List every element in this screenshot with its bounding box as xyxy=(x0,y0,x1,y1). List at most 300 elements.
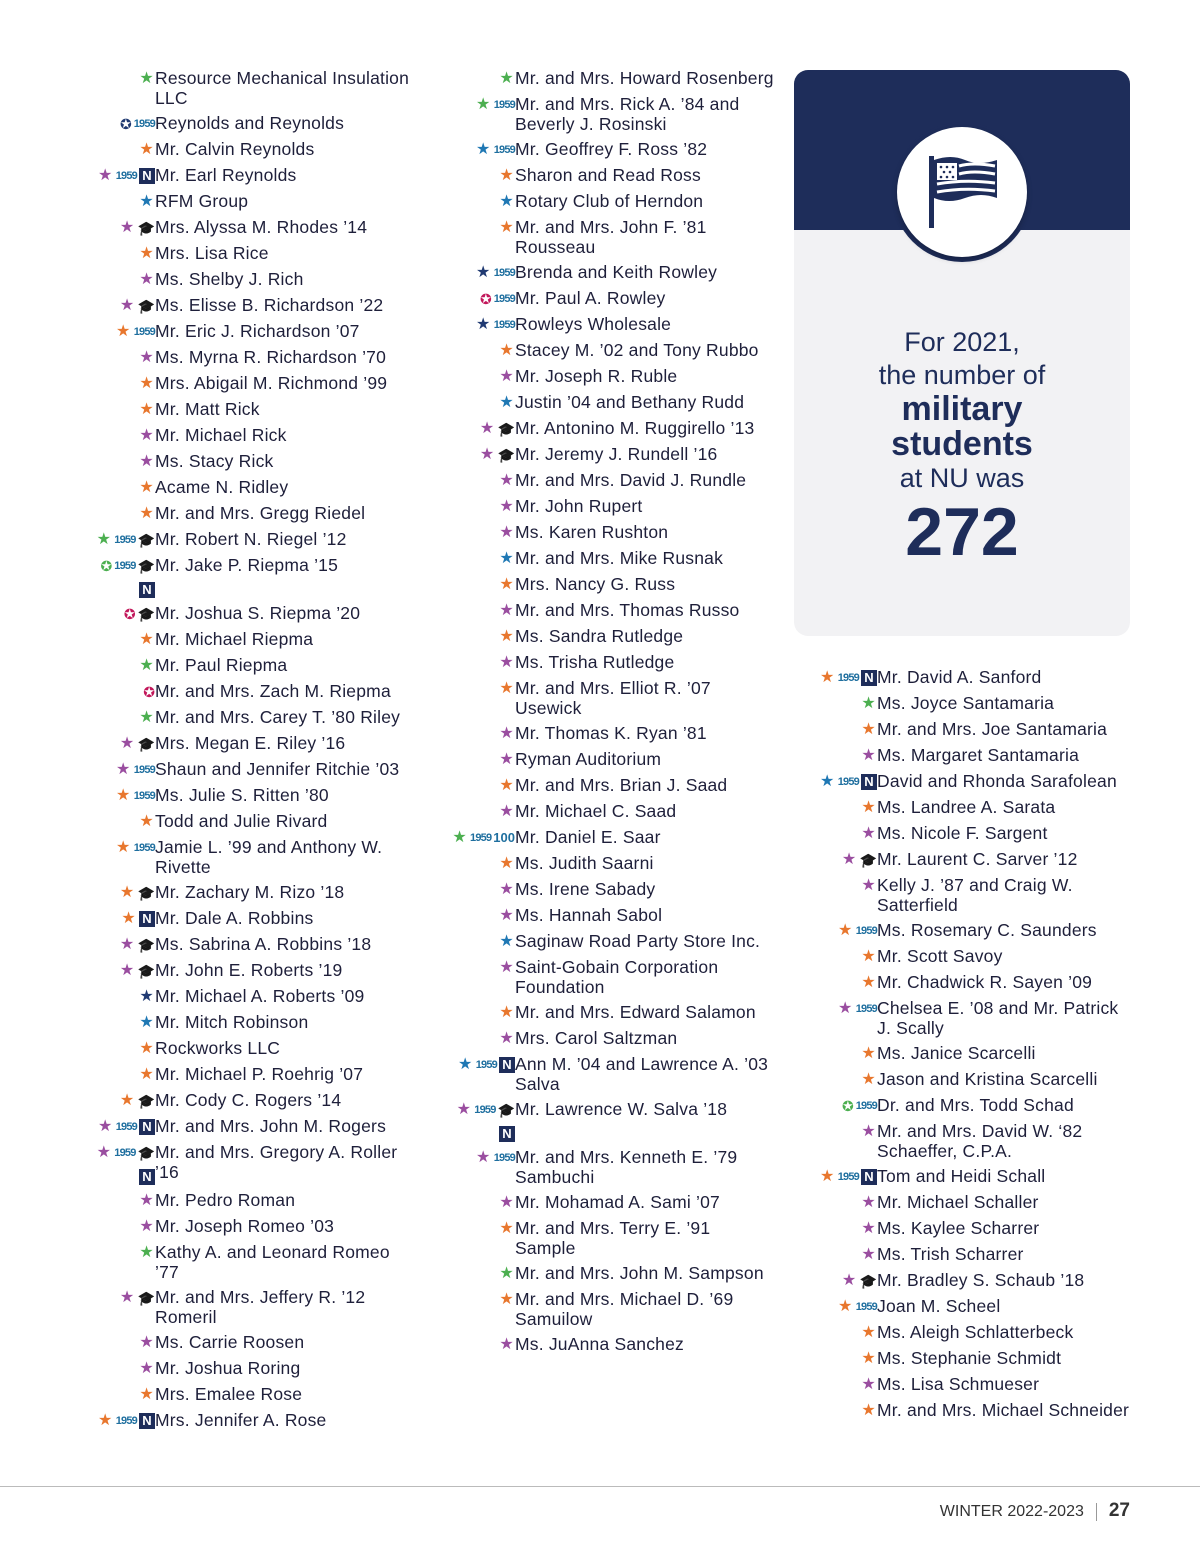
recognition-icons xyxy=(400,1147,515,1168)
recognition-icons xyxy=(400,801,515,822)
donor-entry xyxy=(40,191,415,212)
society-1959-icon: 1959 xyxy=(133,764,155,776)
orange-star-icon: ★ xyxy=(499,342,514,359)
purple-star-icon: ★ xyxy=(861,1220,876,1237)
donor-name: Mr. and Mrs. Thomas Russo xyxy=(515,600,740,620)
recognition-icons xyxy=(40,882,155,903)
donor-name: Mr. and Mrs. Kenneth E. ’79 Sambuchi xyxy=(515,1147,738,1187)
purple-star-icon: ★ xyxy=(476,1149,491,1166)
donor-entry xyxy=(40,1116,415,1137)
donor-name: Ms. Stacy Rick xyxy=(155,451,274,471)
recognition-icons xyxy=(400,1192,515,1213)
donor-name: Mr. Mohamad A. Sami ’07 xyxy=(515,1192,720,1212)
recognition-icons xyxy=(40,1190,155,1211)
purple-star-icon: ★ xyxy=(119,1289,135,1306)
donor-name: Kathy A. and Leonard Romeo ’77 xyxy=(155,1242,390,1282)
donor-entry xyxy=(762,972,1137,993)
donor-entry xyxy=(40,139,415,160)
green-star-icon: ★ xyxy=(139,1244,154,1261)
donor-name: Ryman Auditorium xyxy=(515,749,662,769)
graduation-cap-icon: 🎓 xyxy=(137,1145,155,1161)
recognition-icons xyxy=(40,529,155,550)
donor-name: Ms. Margaret Santamaria xyxy=(877,745,1080,765)
orange-star-icon: ★ xyxy=(838,1298,853,1315)
donor-entry xyxy=(40,1064,415,1085)
page-number: 27 xyxy=(1108,1500,1130,1521)
donor-name: Ms. Landree A. Sarata xyxy=(877,797,1056,817)
society-1959-icon: 1959 xyxy=(133,842,155,854)
donor-entry xyxy=(762,797,1137,818)
donor-entry xyxy=(762,719,1137,740)
donor-entry xyxy=(400,418,775,439)
recognition-icons xyxy=(762,1121,877,1142)
purple-star-icon: ★ xyxy=(139,271,154,288)
donor-entry xyxy=(40,347,415,368)
donor-entry xyxy=(400,522,775,543)
donor-entry xyxy=(400,723,775,744)
donor-entry xyxy=(762,1322,1137,1343)
donor-entry xyxy=(40,1332,415,1353)
green-circle-star-icon: ✪ xyxy=(841,1098,854,1114)
recognition-icons xyxy=(400,626,515,647)
donor-entry xyxy=(40,1090,415,1111)
recognition-icons xyxy=(40,1142,155,1185)
donor-entry xyxy=(40,399,415,420)
donor-name: Dr. and Mrs. Todd Schad xyxy=(877,1095,1074,1115)
purple-star-icon: ★ xyxy=(861,877,876,894)
recognition-icons xyxy=(400,366,515,387)
donor-entry xyxy=(40,425,415,446)
donor-entry xyxy=(40,503,415,524)
recognition-icons xyxy=(400,957,515,978)
purple-star-icon: ★ xyxy=(119,962,135,979)
donor-entry xyxy=(400,392,775,413)
donor-name: Ms. Janice Scarcelli xyxy=(877,1043,1036,1063)
donor-entry xyxy=(400,217,775,257)
donor-name: Brenda and Keith Rowley xyxy=(515,262,718,282)
recognition-icons xyxy=(40,759,155,780)
society-1959-icon: 1959 xyxy=(493,144,515,156)
recognition-icons xyxy=(40,347,155,368)
orange-star-icon: ★ xyxy=(861,799,876,816)
donor-entry xyxy=(40,934,415,955)
donor-entry xyxy=(40,733,415,754)
donor-name: Mr. Paul Riepma xyxy=(155,655,288,675)
donor-entry xyxy=(40,269,415,290)
footer-divider xyxy=(0,1486,1200,1487)
flag-badge xyxy=(897,127,1027,257)
recognition-icons xyxy=(40,1116,155,1137)
donor-entry xyxy=(400,288,775,309)
recognition-icons xyxy=(762,875,877,896)
donor-entry xyxy=(40,908,415,929)
nu-logo-icon: N xyxy=(139,1413,155,1429)
recognition-icons xyxy=(762,920,877,941)
recognition-icons xyxy=(400,1099,515,1142)
recognition-icons xyxy=(40,1216,155,1237)
donor-name: Mrs. Abigail M. Richmond ’99 xyxy=(155,373,388,393)
military-students-callout xyxy=(794,70,1130,636)
donor-entry xyxy=(400,1002,775,1023)
orange-star-icon: ★ xyxy=(139,505,154,522)
donor-name: Mr. John E. Roberts ’19 xyxy=(155,960,343,980)
recognition-icons xyxy=(40,655,155,676)
orange-star-icon: ★ xyxy=(139,631,154,648)
purple-star-icon: ★ xyxy=(499,881,514,898)
recognition-icons xyxy=(400,68,515,89)
recognition-icons xyxy=(400,522,515,543)
donor-entry xyxy=(762,1192,1137,1213)
recognition-icons xyxy=(40,113,155,134)
donor-name: Ms. JuAnna Sanchez xyxy=(515,1334,684,1354)
recognition-icons xyxy=(762,1166,877,1187)
recognition-icons xyxy=(762,849,877,870)
donor-name: Mr. David A. Sanford xyxy=(877,667,1042,687)
orange-star-icon: ★ xyxy=(139,813,154,830)
recognition-icons xyxy=(40,451,155,472)
donor-name: Mr. and Mrs. Terry E. ’91 Sample xyxy=(515,1218,711,1258)
society-1959-icon: 1959 xyxy=(855,1003,877,1015)
callout-number: 272 xyxy=(905,494,1019,570)
donor-entry xyxy=(400,1218,775,1258)
recognition-icons xyxy=(40,295,155,316)
society-1959-icon: 1959 xyxy=(837,1171,859,1183)
navy-star-icon: ★ xyxy=(476,316,491,333)
recognition-icons xyxy=(762,946,877,967)
donor-name: RFM Group xyxy=(155,191,249,211)
donor-name: Mrs. Lisa Rice xyxy=(155,243,269,263)
donor-name: Mrs. Jennifer A. Rose xyxy=(155,1410,327,1430)
callout-text xyxy=(794,326,1130,569)
donor-name: Mr. and Mrs. Michael D. ’69 Samuilow xyxy=(515,1289,734,1329)
purple-star-icon: ★ xyxy=(861,1194,876,1211)
callout-bold1: military xyxy=(901,390,1023,428)
orange-star-icon: ★ xyxy=(861,1045,876,1062)
donor-name: Mr. and Mrs. John M. Sampson xyxy=(515,1263,764,1283)
recognition-icons xyxy=(762,1270,877,1291)
club-100-icon: 100 xyxy=(493,830,515,845)
donor-entry xyxy=(400,1147,775,1187)
donor-name: Mrs. Megan E. Riley ’16 xyxy=(155,733,346,753)
donor-name: Mr. and Mrs. Jeffery R. ’12 Romeril xyxy=(155,1287,366,1327)
green-star-icon: ★ xyxy=(452,829,467,846)
society-1959-icon: 1959 xyxy=(133,118,155,130)
recognition-icons xyxy=(400,1054,515,1075)
nu-logo-icon: N xyxy=(139,1169,155,1185)
donor-entry xyxy=(762,771,1137,792)
donor-name: Mr. and Mrs. Mike Rusnak xyxy=(515,548,724,568)
donor-entry xyxy=(40,681,415,702)
graduation-cap-icon: 🎓 xyxy=(137,558,155,574)
donor-entry xyxy=(400,626,775,647)
graduation-cap-icon: 🎓 xyxy=(137,606,155,622)
donor-name: Ms. Trisha Rutledge xyxy=(515,652,675,672)
donor-name: Saint-Gobain Corporation Foundation xyxy=(515,957,719,997)
orange-star-icon: ★ xyxy=(861,948,876,965)
recognition-icons xyxy=(40,908,155,929)
donor-entry xyxy=(40,295,415,316)
purple-star-icon: ★ xyxy=(98,1118,113,1135)
orange-star-icon: ★ xyxy=(119,1092,135,1109)
donor-entry xyxy=(40,1287,415,1327)
donor-entry xyxy=(400,139,775,160)
donor-entry xyxy=(762,1043,1137,1064)
nu-logo-icon: N xyxy=(139,911,155,927)
donor-entry xyxy=(40,373,415,394)
recognition-icons xyxy=(400,723,515,744)
recognition-icons xyxy=(400,262,515,283)
recognition-icons xyxy=(400,652,515,673)
purple-star-icon: ★ xyxy=(861,1123,876,1140)
donor-name: Ms. Lisa Schmueser xyxy=(877,1374,1040,1394)
recognition-icons xyxy=(40,986,155,1007)
donor-name: Ann M. ’04 and Lawrence A. ’03 Salva xyxy=(515,1054,769,1094)
recognition-icons xyxy=(40,477,155,498)
recognition-icons xyxy=(40,681,155,702)
donor-entry xyxy=(400,470,775,491)
graduation-cap-icon: 🎓 xyxy=(137,937,155,953)
recognition-icons xyxy=(762,797,877,818)
donor-entry xyxy=(40,1190,415,1211)
orange-star-icon: ★ xyxy=(499,1004,514,1021)
purple-star-icon: ★ xyxy=(499,368,514,385)
recognition-icons xyxy=(762,667,877,688)
donor-entry xyxy=(400,879,775,900)
red-circle-star-icon: ✪ xyxy=(143,684,155,700)
donor-name: Mr. Antonino M. Ruggirello ’13 xyxy=(515,418,755,438)
donor-name: Mr. and Mrs. Gregg Riedel xyxy=(155,503,366,523)
donor-name: Mr. Pedro Roman xyxy=(155,1190,296,1210)
donor-name: Mr. Joshua S. Riepma ’20 xyxy=(155,603,361,623)
donor-name: Mr. and Mrs. John M. Rogers xyxy=(155,1116,387,1136)
recognition-icons xyxy=(762,1095,877,1116)
recognition-icons xyxy=(762,771,877,792)
recognition-icons xyxy=(762,1322,877,1343)
donor-entry xyxy=(40,629,415,650)
donor-name: Rockworks LLC xyxy=(155,1038,281,1058)
donor-name: Mr. Dale A. Robbins xyxy=(155,908,314,928)
donor-entry xyxy=(762,667,1137,688)
graduation-cap-icon: 🎓 xyxy=(137,532,155,548)
donor-name: Mr. Eric J. Richardson ’07 xyxy=(155,321,360,341)
recognition-icons xyxy=(400,1263,515,1284)
donor-entry xyxy=(400,262,775,283)
donor-entry xyxy=(762,1270,1137,1291)
donor-name: Mr. and Mrs. Rick A. ’84 and Beverly J. Rosinski xyxy=(515,94,740,134)
recognition-icons xyxy=(400,444,515,465)
donor-name: Mr. Michael C. Saad xyxy=(515,801,677,821)
donor-name: Mr. and Mrs. Gregory A. Roller ’16 xyxy=(155,1142,398,1182)
society-1959-icon: 1959 xyxy=(115,1121,137,1133)
donor-name: Tom and Heidi Schall xyxy=(877,1166,1046,1186)
donor-name: Mr. Jeremy J. Rundell ’16 xyxy=(515,444,718,464)
purple-star-icon: ★ xyxy=(841,1272,857,1289)
callout-bold2: students xyxy=(891,425,1033,463)
donor-entry xyxy=(400,775,775,796)
orange-star-icon: ★ xyxy=(139,375,154,392)
purple-star-icon: ★ xyxy=(841,851,857,868)
purple-star-icon: ★ xyxy=(139,1192,154,1209)
recognition-icons xyxy=(40,733,155,754)
donor-name: Ms. Trish Scharrer xyxy=(877,1244,1024,1264)
donor-name: Kelly J. ’87 and Craig W. Satterfield xyxy=(877,875,1073,915)
recognition-icons xyxy=(762,1400,877,1421)
flag-icon xyxy=(925,152,1001,230)
recognition-icons xyxy=(400,879,515,900)
orange-star-icon: ★ xyxy=(499,219,514,236)
recognition-icons xyxy=(762,1348,877,1369)
purple-star-icon: ★ xyxy=(139,1334,154,1351)
graduation-cap-icon: 🎓 xyxy=(137,736,155,752)
green-star-icon: ★ xyxy=(96,531,111,548)
society-1959-icon: 1959 xyxy=(837,672,859,684)
donor-entry xyxy=(400,314,775,335)
donor-name: Mr. Geoffrey F. Ross ’82 xyxy=(515,139,708,159)
blue-star-icon: ★ xyxy=(476,141,491,158)
donor-entry xyxy=(40,707,415,728)
donor-entry xyxy=(762,849,1137,870)
donor-entry xyxy=(40,882,415,903)
orange-star-icon: ★ xyxy=(119,884,135,901)
society-1959-icon: 1959 xyxy=(115,1415,137,1427)
donor-name: Saginaw Road Party Store Inc. xyxy=(515,931,761,951)
society-1959-icon: 1959 xyxy=(855,925,877,937)
donor-name: Mr. and Mrs. David J. Rundle xyxy=(515,470,747,490)
recognition-icons xyxy=(762,1043,877,1064)
donor-entry xyxy=(762,1218,1137,1239)
donor-entry xyxy=(762,1121,1137,1161)
recognition-icons xyxy=(40,1242,155,1263)
recognition-icons xyxy=(762,1069,877,1090)
donor-name: Mr. Joseph R. Ruble xyxy=(515,366,678,386)
recognition-icons xyxy=(400,1289,515,1310)
society-1959-icon: 1959 xyxy=(470,832,492,844)
orange-star-icon: ★ xyxy=(861,721,876,738)
recognition-icons xyxy=(400,775,515,796)
donor-entry xyxy=(400,652,775,673)
donor-entry xyxy=(762,745,1137,766)
graduation-cap-icon: 🎓 xyxy=(497,1102,515,1118)
donor-entry xyxy=(762,920,1137,941)
purple-star-icon: ★ xyxy=(499,751,514,768)
donor-name: Mr. and Mrs. Elliot R. ’07 Usewick xyxy=(515,678,711,718)
nu-logo-icon: N xyxy=(861,1169,877,1185)
recognition-icons xyxy=(400,1002,515,1023)
recognition-icons xyxy=(762,1218,877,1239)
donor-column-3 xyxy=(762,667,1137,1426)
recognition-icons xyxy=(40,960,155,981)
donor-name: Mr. Laurent C. Sarver ’12 xyxy=(877,849,1078,869)
donor-entry xyxy=(400,444,775,465)
recognition-icons xyxy=(400,288,515,309)
donor-name: Ms. Hannah Sabol xyxy=(515,905,663,925)
donor-name: Mr. Daniel E. Saar xyxy=(515,827,661,847)
recognition-icons xyxy=(400,600,515,621)
donor-name: Mr. John Rupert xyxy=(515,496,643,516)
donor-name: Mr. Michael P. Roehrig ’07 xyxy=(155,1064,364,1084)
donor-entry xyxy=(400,191,775,212)
nu-logo-icon: N xyxy=(139,1119,155,1135)
donor-entry xyxy=(762,946,1137,967)
callout-line2: the number of xyxy=(878,360,1046,390)
blue-star-icon: ★ xyxy=(820,773,835,790)
donor-entry xyxy=(40,785,415,806)
purple-star-icon: ★ xyxy=(499,1336,514,1353)
donor-entry xyxy=(762,1166,1137,1187)
orange-star-icon: ★ xyxy=(98,1412,113,1429)
donor-entry xyxy=(40,759,415,780)
recognition-icons xyxy=(40,1410,155,1431)
recognition-icons xyxy=(400,165,515,186)
donor-entry xyxy=(400,68,775,89)
donor-name: Reynolds and Reynolds xyxy=(155,113,345,133)
donor-name: Rowleys Wholesale xyxy=(515,314,672,334)
purple-star-icon: ★ xyxy=(119,735,135,752)
orange-star-icon: ★ xyxy=(499,777,514,794)
donor-name: Acame N. Ridley xyxy=(155,477,289,497)
donor-name: Jamie L. ’99 and Anthony W. Rivette xyxy=(155,837,383,877)
donor-name: Justin ’04 and Bethany Rudd xyxy=(515,392,745,412)
orange-star-icon: ★ xyxy=(139,1040,154,1057)
donor-name: Ms. Sabrina A. Robbins ’18 xyxy=(155,934,372,954)
donor-entry xyxy=(40,217,415,238)
recognition-icons xyxy=(400,94,515,115)
purple-star-icon: ★ xyxy=(499,1194,514,1211)
donor-name: Mrs. Nancy G. Russ xyxy=(515,574,676,594)
recognition-icons xyxy=(40,399,155,420)
purple-star-icon: ★ xyxy=(499,498,514,515)
purple-star-icon: ★ xyxy=(139,1218,154,1235)
purple-star-icon: ★ xyxy=(861,747,876,764)
nu-logo-icon: N xyxy=(861,774,877,790)
recognition-icons xyxy=(400,1028,515,1049)
donor-name: Mr. Thomas K. Ryan ’81 xyxy=(515,723,707,743)
donor-name: Ms. Joyce Santamaria xyxy=(877,693,1055,713)
donor-entry xyxy=(400,853,775,874)
blue-star-icon: ★ xyxy=(499,933,514,950)
donor-entry xyxy=(40,68,415,108)
orange-star-icon: ★ xyxy=(820,1168,835,1185)
recognition-icons xyxy=(400,340,515,361)
donor-entry xyxy=(400,1028,775,1049)
donor-entry xyxy=(400,94,775,134)
purple-star-icon: ★ xyxy=(499,907,514,924)
donor-name: Ms. Kaylee Scharrer xyxy=(877,1218,1040,1238)
red-circle-star-icon: ✪ xyxy=(123,606,136,622)
purple-star-icon: ★ xyxy=(119,936,135,953)
donor-name: Mr. and Mrs. Howard Rosenberg xyxy=(515,68,774,88)
purple-star-icon: ★ xyxy=(479,420,495,437)
orange-star-icon: ★ xyxy=(861,974,876,991)
recognition-icons xyxy=(40,707,155,728)
orange-star-icon: ★ xyxy=(861,1402,876,1419)
orange-star-icon: ★ xyxy=(499,680,514,697)
donor-entry xyxy=(762,998,1137,1038)
recognition-icons xyxy=(40,1384,155,1405)
donor-name: Mr. Jake P. Riepma ’15 xyxy=(155,555,339,575)
purple-star-icon: ★ xyxy=(119,219,135,236)
orange-star-icon: ★ xyxy=(116,787,131,804)
society-1959-icon: 1959 xyxy=(474,1104,496,1116)
blue-star-icon: ★ xyxy=(499,193,514,210)
navy-star-icon: ★ xyxy=(476,264,491,281)
green-star-icon: ★ xyxy=(499,70,514,87)
recognition-icons xyxy=(400,418,515,439)
society-1959-icon: 1959 xyxy=(493,319,515,331)
recognition-icons xyxy=(40,269,155,290)
recognition-icons xyxy=(40,785,155,806)
green-star-icon: ★ xyxy=(861,695,876,712)
